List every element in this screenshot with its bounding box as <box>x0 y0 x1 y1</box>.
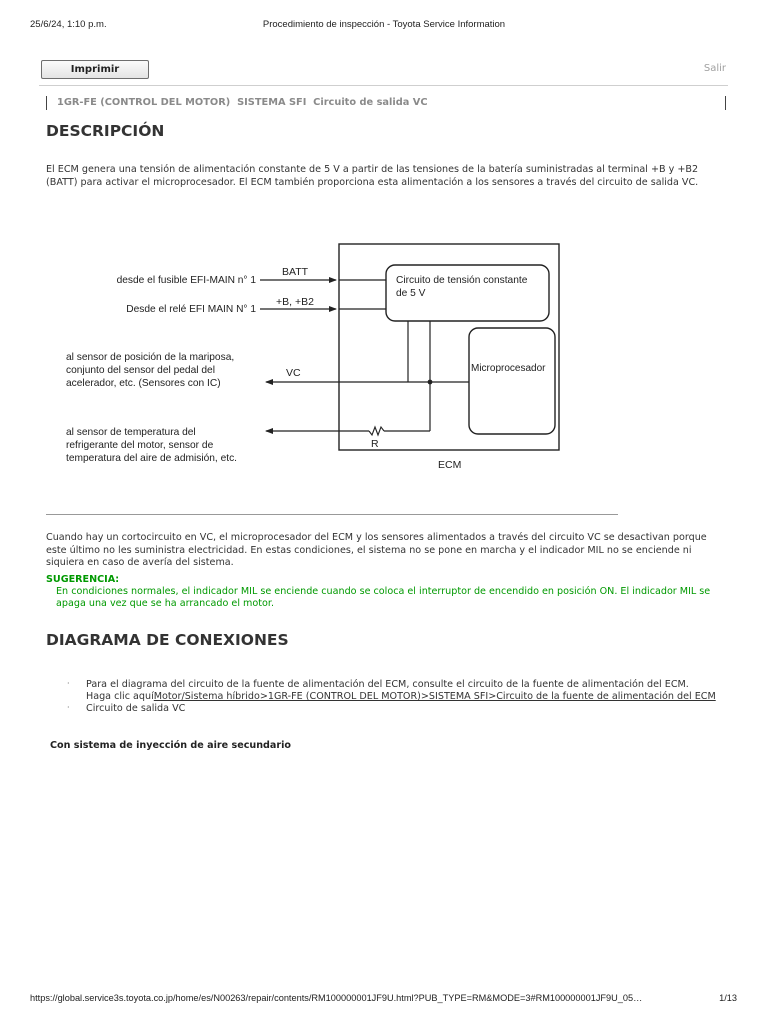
power-circuit-link[interactable]: Motor/Sistema híbrido>1GR-FE (CONTROL DEL MOTOR)>SISTEMA SFI>Circuito de la fuente de alimentación del ECM <box>153 691 716 702</box>
hint-text: En condiciones normales, el indicador MIL se enciende cuando se coloca el interruptor de encendido en posición ON. El indicador MIL se apaga una vez que se ha arrancado el motor. <box>56 586 711 610</box>
description-heading: DESCRIPCIÓN <box>46 122 165 140</box>
microprocessor-label: Microprocesador <box>471 363 546 374</box>
breadcrumb-text: 1GR-FE (CONTROL DEL MOTOR) SISTEMA SFI Circuito de salida VC <box>57 97 428 108</box>
relay-label: Desde el relé EFI MAIN N° 1 <box>126 304 256 315</box>
throttle-label-line-2: conjunto del sensor del pedal del <box>66 365 215 376</box>
print-datetime: 25/6/24, 1:10 p.m. <box>30 19 107 30</box>
hint-label: SUGERENCIA: <box>46 574 120 585</box>
wiring-heading: DIAGRAMA DE CONEXIONES <box>46 631 289 649</box>
throttle-label-line-3: acelerador, etc. (Sensores con IC) <box>66 378 221 389</box>
secondary-air-subheading: Con sistema de inyección de aire secundario <box>50 740 292 751</box>
exit-link[interactable]: Salir <box>703 63 726 74</box>
regulator-label-line-2: de 5 V <box>396 288 426 299</box>
print-page-title: Procedimiento de inspección - Toyota Service Information <box>262 19 506 30</box>
resistor-label: R <box>371 438 379 450</box>
section-divider <box>46 514 618 515</box>
temp-label-line-3: temperatura del aire de admisión, etc. <box>66 453 238 464</box>
wiring-list <box>64 679 724 715</box>
temp-label-line-1: al sensor de temperatura del <box>66 427 196 438</box>
vc-label: VC <box>286 367 301 379</box>
click-here-text: Haga clic aquí <box>86 691 154 702</box>
breadcrumb-right-bar <box>725 96 726 110</box>
circuit-diagram <box>60 236 566 476</box>
temp-label-line-2: refrigerante del motor, sensor de <box>66 440 214 451</box>
ecm-label: ECM <box>438 459 462 471</box>
print-header <box>0 19 768 33</box>
list-item <box>64 679 724 703</box>
regulator-label-line-1: Circuito de tensión constante <box>396 275 528 286</box>
breadcrumb <box>46 96 726 110</box>
short-circuit-paragraph: Cuando hay un cortocircuito en VC, el microprocesador del ECM y los sensores alimentados a través del circuito VC se desactivan porque este último no les suministra electricidad. En estas condiciones, el sistema no se pone en marcha y el indicador MIL no se enciende ni siquiera en caso de avería del sistema. <box>46 532 707 569</box>
print-footer <box>0 993 768 1007</box>
b-b2-label: +B, +B2 <box>276 296 314 308</box>
resistor-symbol <box>369 427 384 435</box>
list-item <box>64 703 724 715</box>
print-url: https://global.service3s.toyota.co.jp/home/es/N00263/repair/contents/RM100000001JF9U.html?PUB_TYPE=RM&MODE=3#RM100000001JF9U_05… <box>30 993 643 1003</box>
wiring-item-text: Para el diagrama del circuito de la fuente de alimentación del ECM, consulte el circuito de la fuente de alimentación del ECM. <box>86 679 689 690</box>
fuse-label: desde el fusible EFI-MAIN n° 1 <box>116 275 256 286</box>
breadcrumb-left-bar <box>46 96 47 110</box>
print-button[interactable]: Imprimir <box>41 60 149 79</box>
throttle-label-line-1: al sensor de posición de la mariposa, <box>66 352 235 363</box>
header-divider <box>39 85 728 86</box>
bullet-icon: · <box>67 679 70 688</box>
description-paragraph: El ECM genera una tensión de alimentación constante de 5 V a partir de las tensiones de la batería suministradas al terminal +B y +B2 (BATT) para activar el microprocesador. El ECM también proporciona esta alimentación a los sensores a través del circuito de salida VC. <box>46 164 699 188</box>
page-number: 1/13 <box>719 993 737 1003</box>
microprocessor-box <box>469 328 555 434</box>
bullet-icon: · <box>67 703 70 712</box>
batt-label: BATT <box>282 266 309 278</box>
wiring-item-vc: Circuito de salida VC <box>86 703 186 714</box>
